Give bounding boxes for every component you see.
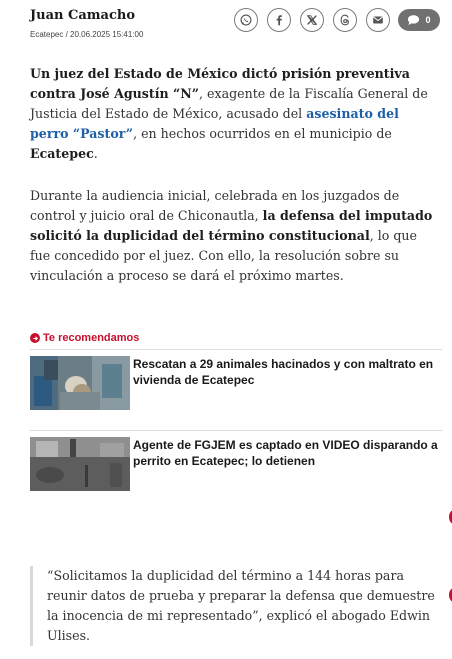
lead-bold-text: Un juez del Estado de México dictó prisión preventiva contra José Agustín “N” — [30, 66, 410, 101]
comment-icon — [407, 14, 420, 26]
hearing-bold-text: la defensa del imputado solicitó la duplicidad del término constitucional — [30, 208, 433, 243]
lead-text: , exagente de la Fiscalía General de Justicia del Estado de México, acusado del — [30, 86, 428, 121]
location-bold-text: Ecatepec — [30, 146, 94, 161]
recommended-title: Te recomendamos — [43, 332, 140, 344]
recommended-list — [30, 349, 442, 491]
recommended-header — [30, 332, 139, 344]
recommended-item[interactable] — [30, 430, 442, 491]
share-whatsapp-button[interactable] — [234, 8, 258, 32]
share-email-button[interactable] — [366, 8, 390, 32]
facebook-icon — [272, 13, 286, 27]
dateline: Ecatepec / 20.06.2025 15:41:00 — [30, 30, 144, 39]
email-icon — [371, 13, 385, 27]
lead-text-2: , en hechos ocurridos en el municipio de — [133, 126, 392, 141]
share-x-button[interactable] — [300, 8, 324, 32]
threads-icon — [338, 13, 352, 27]
recommended-thumbnail[interactable] — [30, 356, 130, 410]
hearing-text: Durante la audiencia inicial, celebrada en los juzgados de control y juicio oral de Chiconautla, — [30, 188, 400, 223]
hearing-text-2: , lo que fue concedido por el juez. Con ello, la resolución sobre su vinculación a proceso se dará el próximo martes. — [30, 228, 417, 283]
article-paragraph-lead — [30, 64, 440, 164]
article-topic-link[interactable]: asesinato del perro “Pastor” — [30, 106, 399, 141]
article-quote: “Solicitamos la duplicidad del término a 144 horas para reunir datos de prueba y preparar la defensa que demuestre la inocencia de mi representado”, explicó el abogado Edwin Ulises. — [30, 566, 442, 646]
author-name[interactable]: Juan Camacho — [30, 8, 135, 23]
comments-button[interactable] — [398, 9, 440, 31]
arrow-right-circle-icon — [30, 333, 40, 343]
recommended-item[interactable] — [30, 349, 442, 410]
article-paragraph-hearing — [30, 186, 440, 286]
share-facebook-button[interactable] — [267, 8, 291, 32]
share-threads-button[interactable] — [333, 8, 357, 32]
x-icon — [305, 13, 319, 27]
recommended-item-title[interactable]: Rescatan a 29 animales hacinados y con maltrato en vivienda de Ecatepec — [133, 357, 434, 387]
whatsapp-icon — [239, 13, 253, 27]
recommended-item-title[interactable]: Agente de FGJEM es captado en VIDEO disparando a perrito en Ecatepec; lo detienen — [133, 438, 438, 468]
comment-count: 0 — [425, 15, 431, 25]
recommended-thumbnail[interactable] — [30, 437, 130, 491]
share-bar — [234, 8, 440, 32]
article-header — [30, 6, 444, 42]
lead-end-punct: . — [93, 146, 98, 161]
